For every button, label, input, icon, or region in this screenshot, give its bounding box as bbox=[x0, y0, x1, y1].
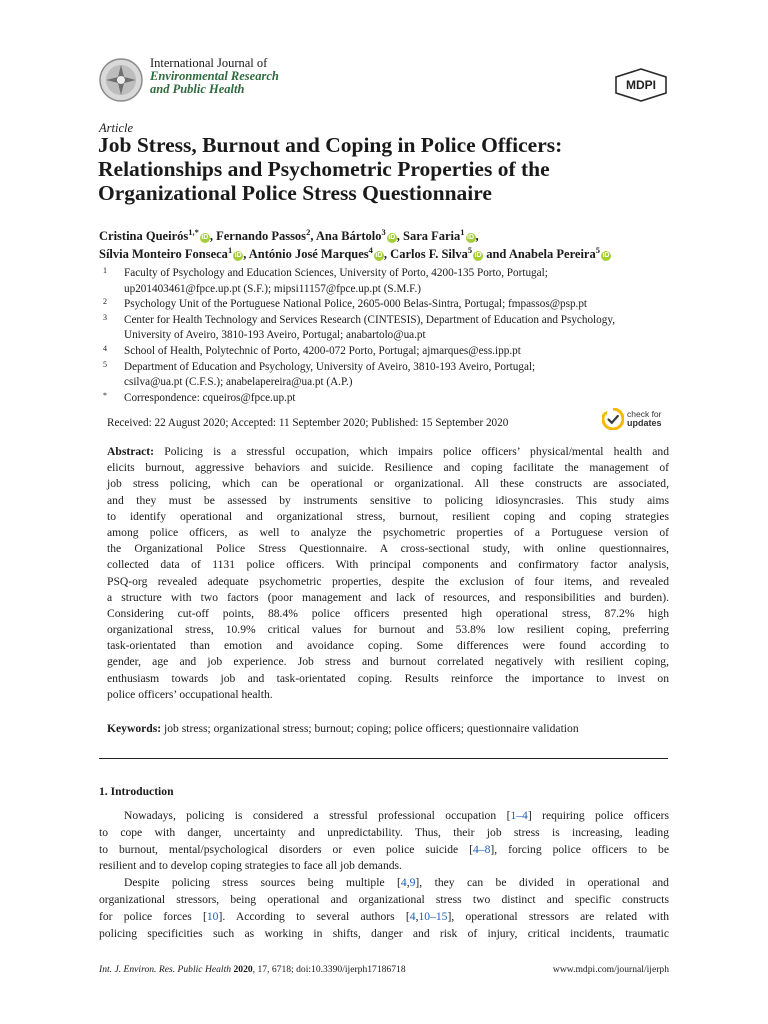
abstract-line: task-orientated than emotion and avoidance coping. Some differences were found according to bbox=[107, 639, 669, 653]
reference-link[interactable]: 10–15 bbox=[418, 909, 448, 923]
abstract-line: a structure with two factors (poor management and lack of resources, and responsibilities and burden). bbox=[107, 590, 669, 604]
body-line bbox=[99, 825, 669, 842]
reference-link[interactable]: 10 bbox=[206, 909, 219, 923]
author-separator: , bbox=[209, 229, 213, 243]
author[interactable] bbox=[249, 247, 387, 261]
author-line bbox=[99, 245, 679, 263]
orcid-icon[interactable]: iD bbox=[201, 234, 209, 241]
footer-year: 2020 bbox=[233, 964, 253, 975]
affiliation-number: 4 bbox=[103, 343, 107, 353]
body-text-segment: policing specificities such as working in shifts, danger and risk of injury, critical incidents, traumatic bbox=[99, 926, 669, 940]
check-updates-line2: updates bbox=[627, 418, 662, 428]
affiliation-item bbox=[103, 344, 683, 360]
check-updates-line1: check for bbox=[627, 409, 662, 419]
abstract-line: enthusiasm towards job and task-orientated coping. Results reinforce the importance to invest on bbox=[107, 671, 669, 685]
affiliation-line: csilva@ua.pt (C.F.S.); anabelapereira@ua.pt (A.P.) bbox=[124, 376, 353, 389]
reference-link[interactable]: 1–4 bbox=[510, 809, 528, 822]
journal-name bbox=[150, 57, 279, 96]
affiliation-text bbox=[124, 297, 683, 313]
affiliation-text bbox=[124, 266, 683, 297]
affiliation-number: * bbox=[103, 390, 107, 400]
abstract-line: Considering cut-off points, 88.4% police officers presented high operational stress, 87.2% high bbox=[107, 606, 669, 620]
affiliation-number: 5 bbox=[103, 359, 107, 369]
body-text bbox=[99, 808, 669, 942]
reference-link[interactable]: 9 bbox=[409, 876, 416, 890]
orcid-icon[interactable]: iD bbox=[467, 234, 475, 241]
author-separator: , bbox=[310, 229, 314, 243]
author-name: Fernando Passos bbox=[216, 229, 307, 243]
author-name: António José Marques bbox=[248, 247, 369, 261]
author-affiliation-marker: 1,* bbox=[188, 227, 199, 237]
section-heading: 1. Introduction bbox=[99, 785, 174, 798]
article-title bbox=[98, 133, 658, 205]
author-affiliation-marker: 1 bbox=[460, 227, 465, 237]
affiliation-item bbox=[103, 391, 683, 407]
affiliation-item bbox=[103, 266, 683, 297]
abstract-line: organizational stress, 10.9% critical values for burnout and 53.8% low resilient coping, preferring bbox=[107, 623, 669, 637]
author[interactable] bbox=[390, 247, 506, 261]
orcid-icon[interactable]: iD bbox=[474, 252, 482, 259]
affiliation-line: Correspondence: cqueiros@fpce.up.pt bbox=[124, 391, 296, 404]
body-text-segment: , bbox=[406, 876, 410, 890]
reference-link[interactable]: 4 bbox=[409, 909, 416, 923]
author-separator: , bbox=[243, 247, 247, 261]
abstract-line: and they must be assessed by instruments sensitive to policing idiosyncrasies. This study aims bbox=[107, 493, 669, 507]
abstract-line bbox=[107, 444, 669, 460]
author-name: Ana Bártolo bbox=[315, 229, 382, 243]
author-list bbox=[99, 227, 679, 263]
body-line bbox=[99, 926, 669, 943]
affiliation-number: 3 bbox=[103, 312, 107, 322]
title-line: Organizational Police Stress Questionnaire bbox=[98, 181, 492, 205]
affiliation-text bbox=[124, 360, 683, 391]
author-affiliation-marker: 1 bbox=[227, 245, 233, 255]
abstract-line: among police officers, as well to analyze the psychometric properties of a Portuguese version of bbox=[107, 525, 669, 539]
check-for-updates-badge[interactable] bbox=[602, 408, 674, 432]
publication-dates: Received: 22 August 2020; Accepted: 11 September 2020; Published: 15 September 2020 bbox=[107, 417, 509, 429]
author[interactable] bbox=[99, 247, 246, 261]
affiliation-item bbox=[103, 313, 683, 344]
title-line: Job Stress, Burnout and Coping in Police Officers: bbox=[98, 133, 563, 157]
mdpi-logo bbox=[613, 68, 669, 102]
affiliation-number: 1 bbox=[103, 266, 107, 275]
body-text-segment: Despite policing stress sources being multiple [ bbox=[124, 876, 401, 890]
body-text-segment: , bbox=[415, 909, 419, 923]
author[interactable] bbox=[403, 229, 479, 243]
orcid-icon[interactable]: iD bbox=[375, 252, 383, 259]
keywords-text: job stress; organizational stress; burnout; coping; police officers; questionnaire validation bbox=[164, 722, 579, 735]
abstract-line: PSQ-org revealed adequate psychometric properties, despite the exclusion of four items, and revealed bbox=[107, 574, 669, 588]
author-affiliation-marker: 4 bbox=[368, 245, 373, 255]
body-line bbox=[99, 909, 669, 926]
footer-citation bbox=[99, 964, 406, 975]
reference-link[interactable]: 4 bbox=[400, 876, 407, 890]
keywords bbox=[107, 722, 579, 735]
abstract bbox=[107, 444, 669, 703]
footer-citation-rest: , 17, 6718; doi:10.3390/ijerph17186718 bbox=[252, 964, 406, 975]
body-text-segment: resilient and to develop coping strategies to face all job demands. bbox=[99, 859, 402, 873]
author-separator: , bbox=[396, 229, 400, 243]
body-line bbox=[99, 842, 669, 859]
affiliation-number: 2 bbox=[103, 297, 107, 307]
footer-url[interactable]: www.mdpi.com/journal/ijerph bbox=[552, 964, 669, 975]
affiliation-line: University of Aveiro, 3810-193 Aveiro, Portugal; anabartolo@ua.pt bbox=[124, 329, 426, 342]
body-text-segment: Nowadays, policing is considered a stressful professional occupation [ bbox=[124, 809, 511, 822]
journal-line-1: International Journal of bbox=[150, 56, 268, 70]
body-text-segment: to cope with danger, uncertainty and unpredictability. Thus, their job stress is increasing, leading bbox=[99, 825, 669, 839]
journal-line-3: and Public Health bbox=[150, 82, 245, 96]
author-affiliation-marker: 5 bbox=[467, 245, 473, 255]
abstract-line: police officers’ occupational health. bbox=[107, 687, 273, 701]
footer-journal: Int. J. Environ. Res. Public Health bbox=[99, 964, 232, 975]
body-text-segment: for police forces [ bbox=[99, 909, 207, 923]
affiliation-text bbox=[124, 344, 683, 360]
affiliation-line: up201403461@fpce.up.pt (S.F.); mipsi11157@fpce.up.pt (S.M.F.) bbox=[124, 282, 422, 295]
abstract-line-text: Policing is a stressful occupation, which impairs police officers’ physical/mental health and bbox=[164, 445, 669, 458]
author-separator: , bbox=[475, 229, 479, 243]
affiliation-list bbox=[103, 266, 683, 406]
author-name: Anabela Pereira bbox=[508, 247, 596, 261]
author-separator: , bbox=[383, 247, 388, 261]
author-affiliation-marker: 3 bbox=[381, 227, 386, 237]
abstract-line: the Organizational Police Stress Questionnaire. A cross-sectional study, with online questionnaires, bbox=[107, 542, 669, 556]
author-affiliation-marker: 2 bbox=[306, 227, 311, 237]
affiliation-text bbox=[124, 391, 683, 407]
title-line: Relationships and Psychometric Properties of the bbox=[98, 157, 550, 181]
reference-link[interactable]: 4–8 bbox=[473, 842, 491, 856]
body-line bbox=[99, 892, 669, 909]
abstract-label: Abstract: bbox=[107, 445, 155, 458]
affiliation-item bbox=[103, 297, 683, 313]
body-line bbox=[99, 875, 669, 892]
author[interactable] bbox=[316, 229, 400, 243]
affiliation-text bbox=[124, 313, 683, 344]
affiliation-item bbox=[103, 360, 683, 391]
check-updates-icon bbox=[602, 408, 624, 430]
author-name: Sara Faria bbox=[403, 229, 461, 243]
author-separator: and bbox=[483, 247, 507, 261]
abstract-line: elicits burnout, aggressive behaviors and suicide. Resilience and coping facilitate the management of bbox=[107, 461, 669, 475]
abstract-line: collected data of 1131 police officers. With principal components and confirmatory factor analysis, bbox=[107, 558, 669, 572]
body-text-segment: ] requiring police officers bbox=[527, 809, 670, 822]
body-text-segment: to burnout, mental/psychological disorders or even police suicide [ bbox=[99, 842, 474, 856]
body-line bbox=[99, 808, 669, 825]
orcid-icon[interactable]: iD bbox=[388, 234, 396, 241]
affiliation-line: Department of Education and Psychology, University of Aveiro, 3810-193 Aveiro, Portugal; bbox=[124, 360, 536, 373]
author-line bbox=[99, 227, 679, 245]
author[interactable] bbox=[216, 229, 313, 243]
journal-line-2: Environmental Research bbox=[150, 69, 279, 83]
body-line bbox=[99, 858, 669, 875]
article-type: Article bbox=[99, 121, 134, 135]
affiliation-line: Faculty of Psychology and Education Sciences, University of Porto, 4200-135 Porto, Portugal; bbox=[124, 267, 548, 279]
author-name: Carlos F. Silva bbox=[390, 247, 468, 261]
body-text-segment: ], operational stressors are related with bbox=[447, 909, 669, 923]
journal-logo bbox=[97, 57, 145, 103]
affiliation-line: Center for Health Technology and Services Research (CINTESIS), Department of Education and Psychology, bbox=[124, 313, 616, 326]
author[interactable] bbox=[99, 229, 213, 243]
abstract-line: job stress policing, which can be operational or organizational. All these constructs are associated, bbox=[107, 477, 669, 491]
author-affiliation-marker: 5 bbox=[595, 245, 600, 255]
section-divider bbox=[99, 758, 668, 759]
body-text-segment: ], they can be divided in operational and bbox=[415, 876, 669, 890]
affiliation-line: Psychology Unit of the Portuguese National Police, 2605-000 Belas-Sintra, Portugal; fmpassos@psp.pt bbox=[124, 298, 588, 311]
abstract-line: to identify operational and organizational stress, burnout, resilient coping and coping strategies bbox=[107, 509, 669, 523]
abstract-line: gender, age and job experience. Job stress and burnout correlated negatively with resilient coping, bbox=[107, 655, 669, 669]
body-text-segment: ], forcing police officers to be bbox=[490, 842, 669, 856]
author-name: Sílvia Monteiro Fonseca bbox=[99, 247, 228, 261]
author-name: Cristina Queirós bbox=[99, 229, 189, 243]
keywords-label: Keywords: bbox=[107, 722, 162, 735]
body-text-segment: ]. According to several authors [ bbox=[218, 909, 410, 923]
orcid-icon[interactable]: iD bbox=[234, 252, 242, 259]
mdpi-logo-text: MDPI bbox=[626, 78, 656, 92]
affiliation-line: School of Health, Polytechnic of Porto, 4200-072 Porto, Portugal; ajmarques@ess.ipp.pt bbox=[124, 344, 521, 357]
orcid-icon[interactable]: iD bbox=[602, 252, 610, 259]
body-text-segment: organizational stressors, being operational and organizational stress two distinct and specific constructs bbox=[99, 892, 669, 906]
author[interactable] bbox=[509, 247, 611, 261]
